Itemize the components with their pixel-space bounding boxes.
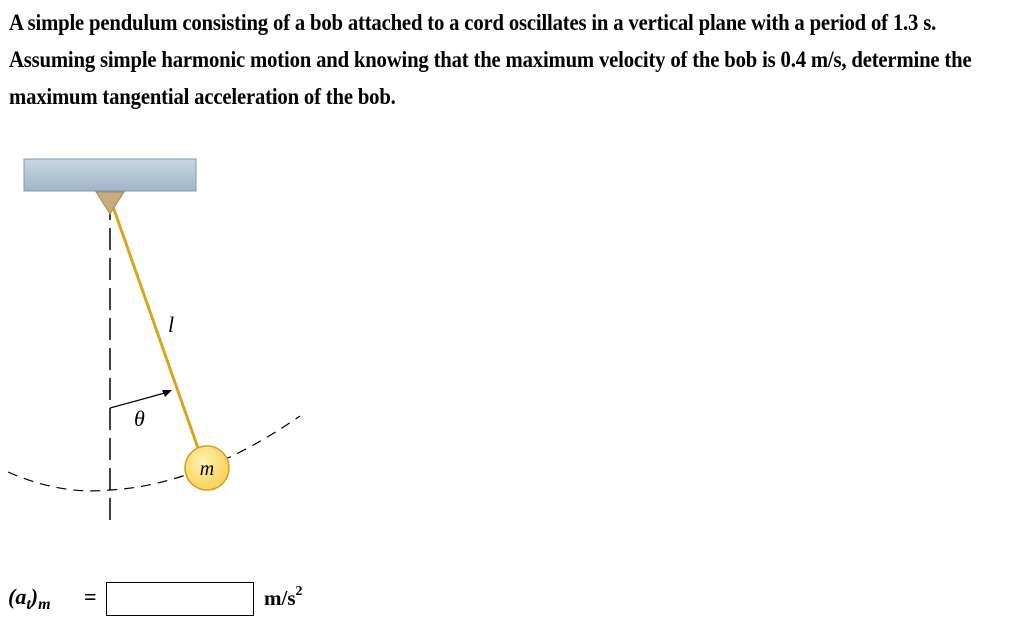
angle-label: θ — [134, 406, 145, 431]
answer-label-subscript: t — [26, 596, 31, 613]
ceiling-support — [24, 159, 196, 191]
swing-arc — [8, 416, 300, 491]
answer-input[interactable] — [106, 582, 254, 616]
answer-row — [8, 578, 348, 622]
pendulum-cord — [110, 198, 205, 468]
unit-text: m/s — [264, 586, 296, 610]
angle-arrowhead-icon — [162, 390, 172, 397]
answer-label-close: ) — [30, 584, 39, 609]
answer-label-main: (a — [8, 584, 27, 609]
problem-statement: A simple pendulum consisting of a bob attached to a cord oscillates in a vertical plane with a period of 1.3 s. Assuming simple harmonic motion and knowing that the maximum velocity of the bob is 0.4 m/s, determine the maximum tangential acceleration of the bob. — [9, 10, 972, 109]
answer-label — [8, 584, 51, 613]
equals-sign: = — [84, 584, 97, 609]
mass-label: m — [199, 458, 215, 480]
pendulum-figure — [0, 150, 320, 540]
answer-label-m-subscript: m — [38, 596, 51, 613]
unit-exponent: 2 — [295, 584, 303, 599]
pivot-icon — [96, 192, 124, 214]
length-label: l — [168, 312, 175, 337]
unit-label — [264, 586, 303, 611]
